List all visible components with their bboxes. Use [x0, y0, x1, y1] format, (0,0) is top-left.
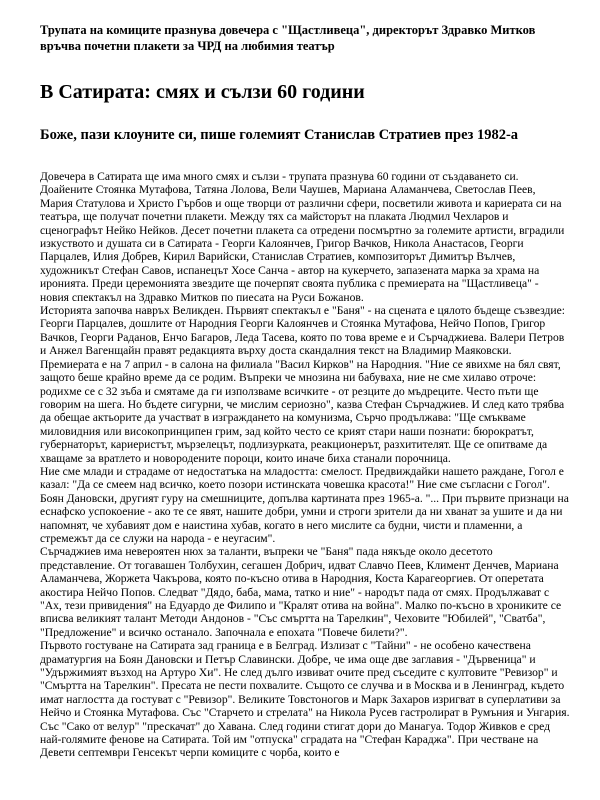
paragraph: Сърчаджиев има невероятен нюх за таланти, въпреки че "Баня" пада някъде около десетото представление. От тогавашен Толбухин, сегашен Добрич, идват Славчо Пеев, Климент Денчев, Мариана Аламанчева, Жоржета Чакърова, която по-късно отива в Народния, Коста Карагеоргиев. От оперетата акостира Нейчо Попов. Следват "Дядо, баба, мама, татко и ние" - народът пада от смях. Продължават с "Ах, тези привидения" на Едуардо де Филипо и "Кралят отива на война". Малко по-късно в хрониките се вписва великият талант Методи Андонов - "Със смъртта на Тарелкин", Чеховите "Юбилей", "Сватба", "Предложение" и всичко останало. Започнала е епохата "Повече билети?". — [40, 545, 562, 639]
article-title: В Сатирата: смях и сълзи 60 години — [40, 81, 365, 103]
paragraph: Историята започва навръх Великден. Първият спектакъл е "Баня" - на сцената е цялото бъдеще съзвездие: Георги Парцалев, дошлите от Народния Георги Калоянчев и Стоянка Мутафова, Нейчо Попов, Григор Вачков, Георги Раданов, Енчо Багаров, Леда Тасева, която по това време е и Сърчаджиева. Валери Петров и Анжел Вагенщайн правят редакцията върху доста скандалния текст на Владимир Маяковски. Премиерата е на 7 април - в салона на филиала "Васил Кирков" на Народния. "Ние се явихме на бял свят, защото беше крайно време да се родим. Въпреки че мнозина ни бабуваха, ние не сме хилаво отроче: родихме се с 32 зъба и смятаме да ги използваме всичките - от резците до мъдреците. Често пъти ще говорим на шега. Но бъдете сигурни, че мислим сериозно", казва Стефан Сърчаджиев. И след като трябва да обещае актьорите да участват в изграждането на комунизма, Сърчо продължава: "Ще смъкваме миловидния или високопринципен грим, зад който често се крият стари наши познати: бюрократът, губернаторът, кариеристът, мързелецът, подлизурката, реакционерът, разхитителят. Ще се опитваме да хващаме за вратлето и новородените пороци, които иначе биха станали порочница. — [40, 304, 565, 465]
paragraph: Първото гостуване на Сатирата зад граница е в Белград. Излизат с "Тайни" - не особено качествена драматургия на Боян Дановски и Петър Славински. Добре, че има още две заглавия - "Дървеница" и "Удържимият възход на Артуро Хи". Не след дълго извиват очите пред съседите с култовите "Ревизор" и "Смъртта на Тарелкин". Пресата не пести похвалите. Същото се случва и в Москва и в Ленинград, където имат наглостта да гостуват с "Ревизор". Великите Товстоногов и Марк Захаров изригват в суперлативи за Нейчо и Стоянка Мутафова. Със "Старчето и стрелата" на Никола Русев гастролират в Румъния и Унгария. Със "Сако от велур" "прескачат" до Хавана. След години стигат дори до Манагуа. Тодор Живков е сред най-голямите фенове на Сатирата. Той им "отпуска" сградата на "Стефан Караджа". При честване на Девети септември Генсекът черпи комиците с чорба, които е — [40, 639, 570, 760]
paragraph: Ние сме млади и страдаме от недостатъка на младостта: смелост. Предвиждайки нашето раждане, Гогол е казал: "Да се смеем над всичко, което позори истинската човешка красота!" Ние сме съгласни с Гогол". Боян Дановски, другият гуру на смешниците, допълва картината през 1965-а. "... При първите признаци на еснафско успокоение - ако те се явят, нашите добри, умни и строги зрители да ни хванат за ушите и да ни напомнят, че хубавият дом е наистина хубав, когато в него мислите са будни, чисти и пламенни, а стремежът да се служи на народа - е неугасим". — [40, 464, 569, 545]
article-body — [40, 170, 570, 760]
paragraph: Довечера в Сатирата ще има много смях и сълзи - трупата празнува 60 години от създаването си. Доайените Стоянка Мутафова, Татяна Лолова, Вели Чаушев, Мариана Аламанчева, Светослав Пеев, Мария Статулова и Христо Гърбов и още творци от различни сфери, посветили живота и кариерата си на театъра, ще получат почетни плакети. Между тях са майсторът на плакатa Людмил Чехларов и сценографът Нейко Нейков. Десет почетни плакета са отредени посмъртно за големите артисти, вградили изкуството и душата си в Сатирата - Георги Калоянчев, Григор Вачков, Никола Анастасов, Георги Парцалев, Илия Добрев, Кирил Варийски, Станислав Стратиев, композиторът Димитър Вълчев, художникът Стефан Савов, испанецът Хосе Санча - автор на кукерчето, запазената марка за храма на иронията. Преди церемонията звездите ще почерпят своята публика с премиерата на "Щастливеца" - новия спектакъл на Здравко Митков по пиесата на Руси Божанов. — [40, 170, 565, 304]
article-subtitle: Боже, пази клоуните си, пише големият Станислав Стратиев през 1982-а — [40, 127, 519, 143]
article-lead: Трупата на комиците празнува довечера с "Щастливеца", директорът Здравко Митков връчва почетни плакети за ЧРД на любимия театър — [40, 23, 536, 53]
